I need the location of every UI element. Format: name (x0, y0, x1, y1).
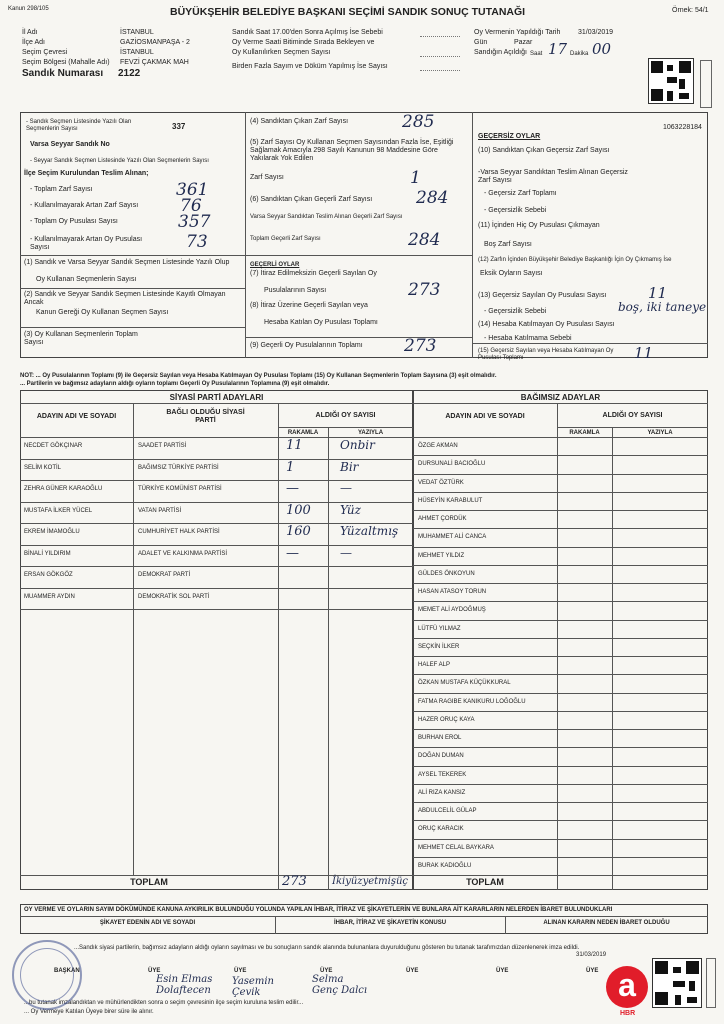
ind-col-votes: ALDIĞI OY SAYISI (602, 412, 663, 419)
cevre-label: Seçim Çevresi (22, 49, 68, 56)
left-l2: Varsa Seyyar Sandık No (30, 141, 110, 148)
party-name: SAADET PARTİSİ (138, 443, 187, 449)
watermark-text: HBR (620, 1010, 636, 1017)
gun-label: Gün (474, 39, 488, 46)
mid-m8b: Hesaba Katılan Oy Pusulası Toplamı (264, 319, 378, 326)
cevre-value: İSTANBUL (120, 49, 154, 56)
footer-col-1: ŞİKAYET EDENİN ADI VE SOYADI (99, 920, 196, 926)
note-line-1: NOT: ... Oy Pusulalarının Toplamı (9) ile Geçersiz Sayılan veya Hesaba Katılmayan Oy Pusulası Toplamı (15) Oy Kullanan Seçmenlerin Toplam Sayısına (3) eşit olmalıdır. (20, 373, 497, 379)
independent-row-divider (413, 455, 708, 456)
independent-row-divider (413, 711, 708, 712)
il-label: İl Adı (22, 29, 38, 36)
independent-candidate-name: MEMET ALİ AYDOĞMUŞ (418, 607, 486, 614)
qr-code-icon (648, 58, 694, 104)
left-l9: (1) Sandık ve Varsa Seyyar Sandık Seçmen Listesinde Yazılı Olup (24, 259, 230, 266)
independent-candidate-name: HASAN ATASOY TORUN (418, 589, 487, 595)
footer-note-2: ... Oy Vermeye Katılan Üyeye birer süre ile alınır. (24, 1009, 154, 1015)
independent-candidate-name: MEHMET YILDIZ (418, 552, 465, 559)
sandik-value: 2122 (118, 68, 141, 79)
independent-row-divider (413, 620, 708, 621)
footer-note-1: ...bu tutanak imzalandıktan ve mühürlendikten sonra o seçim çevresinin ilçe seçim kuruluna teslim edilir... (24, 1000, 304, 1006)
independent-row-divider (413, 547, 708, 548)
vertical-code-strip-bottom (706, 958, 716, 1008)
independent-candidate-name: ÖZKAN MUSTAFA KÜÇÜKKURAL (418, 680, 511, 687)
right-r9-hw: 11 (648, 284, 668, 302)
party-col-num: RAKAMLA (287, 430, 319, 436)
party-col-party: BAĞLI OLDUĞU SİYASİ PARTİ (166, 409, 245, 424)
mid-m7: (7) İtiraz Edilmeksizin Geçerli Sayılan Oy (250, 270, 377, 277)
right-r13: (15) Geçersiz Sayılan veya Hesaba Katılmayan Oy Pusulası Toplamı (478, 348, 614, 361)
uye-label-3: ÜYE (320, 968, 333, 974)
mid-m3: Zarf Sayısı (250, 174, 284, 181)
party-candidate-name: SELİM KOTİL (24, 464, 62, 471)
party-name: TÜRKİYE KOMÜNİST PARTİSİ (138, 486, 222, 492)
mid-m1-hw: 285 (402, 112, 435, 132)
left-l8-hw: 73 (186, 232, 208, 252)
signature-3: Selma Genç Dalcı (312, 974, 368, 996)
qr-code-bottom-icon (652, 958, 702, 1008)
mid-m7-hw: 273 (408, 280, 441, 300)
party-table-title: SİYASİ PARTİ ADAYLARI (169, 393, 264, 402)
gecersiz-title: GEÇERSİZ OYLAR (478, 133, 541, 140)
left-l8: - Kullanılmayarak Artan Oy Pusulası Sayısı (30, 236, 143, 251)
info-mid-2: Oy Verme Saati Bitiminde Sırada Bekleyen ve (232, 39, 375, 46)
mid-m4: (6) Sandıktan Çıkan Geçerli Zarf Sayısı (250, 196, 373, 203)
right-r1: (10) Sandıktan Çıkan Geçersiz Zarf Sayısı (478, 147, 610, 154)
uye-label-6: ÜYE (586, 968, 599, 974)
info-mid-3: Oy Kullanılırken Seçmen Sayısı (232, 49, 331, 56)
tarih-label: Oy Vermenin Yapıldığı Tarih (474, 29, 561, 36)
party-row-divider (20, 566, 413, 567)
saat-handwritten: 17 (548, 40, 568, 58)
independent-row-divider (413, 583, 708, 584)
left-l11: (3) Oy Kullanan Seçmenlerin Toplam Sayısı (24, 331, 138, 346)
footer-col-3: ALINAN KARARIN NEDEN İBARET OLDUĞU (543, 920, 670, 926)
party-candidate-name: BİNALİ YILDIRIM (24, 550, 71, 557)
right-r10-hw: boş, iki taneye (618, 300, 707, 314)
party-votes-text: Onbir (340, 438, 375, 452)
independent-candidate-name: HAZER ORUÇ KAYA (418, 716, 475, 723)
independent-candidate-name: ÖZGE AKMAN (418, 443, 458, 449)
right-r12: - Hesaba Katılmama Sebebi (484, 335, 572, 342)
left-l5: - Toplam Zarf Sayısı (30, 186, 93, 193)
mid-m6-hw: 284 (408, 230, 441, 250)
mid-m9-hw: 273 (404, 336, 437, 356)
party-col-votes: ALDIĞI OY SAYISI (315, 412, 376, 419)
independent-candidate-name: VEDAT ÖZTÜRK (418, 479, 464, 486)
mid-m8: (8) İtiraz Üzerine Geçerli Sayılan veya (250, 302, 368, 309)
independent-row-divider (413, 474, 708, 475)
independent-table-title: BAĞIMSIZ ADAYLAR (520, 393, 601, 402)
party-votes-num: 1 (286, 459, 295, 475)
independent-row-divider (413, 802, 708, 803)
independent-row-divider (413, 601, 708, 602)
left-l7-hw: 357 (178, 212, 211, 232)
left-l4: İlçe Seçim Kurulundan Teslim Alınan; (24, 170, 149, 177)
independent-row-divider (413, 747, 708, 748)
independent-candidate-name: ALİ RIZA KANSIZ (418, 789, 466, 796)
independent-candidate-name: AHMET ÇORDÜK (418, 516, 467, 522)
saat-label: Saat (530, 51, 543, 57)
independent-candidate-name: DOĞAN DUMAN (418, 753, 464, 760)
gun-value: Pazar (514, 39, 533, 46)
info-mid-1: Sandık Saat 17.00'den Sonra Açılmış İse Sebebi (232, 29, 383, 36)
independent-candidate-name: HÜSEYİN KARABULUT (418, 497, 483, 504)
left-l7: - Toplam Oy Pusulası Sayısı (30, 218, 118, 225)
party-col-text: YAZIYLA (357, 430, 384, 436)
mid-m3-hw: 1 (410, 168, 421, 188)
dakika-handwritten: 00 (592, 40, 612, 58)
party-candidate-name: MUAMMER AYDIN (24, 593, 75, 600)
party-votes-text: Bir (340, 459, 359, 474)
signature-2: Yasemin Çevik (232, 976, 274, 998)
footer-statement: ...Sandık siyasi partilerin, bağımsız adayların aldığı oyların sayılması ve bu sonuçların sandık alanında bulunanlara duyurulduğunu gösteren bu tutanak tarafımızdan düzenlenerek imza edildi. (74, 945, 580, 951)
mid-m9: (9) Geçerli Oy Pusulalarının Toplamı (250, 342, 363, 349)
independent-candidate-name: BURAK KADIOĞLU (418, 862, 472, 869)
party-row-divider (20, 545, 413, 546)
party-candidate-name: NECDET GÖKÇINAR (24, 443, 83, 449)
left-l9b: Oy Kullanan Seçmenlerin Sayısı (36, 276, 137, 283)
right-r5: (11) İçinden Hiç Oy Pusulası Çıkmayan (478, 222, 600, 229)
party-votes-text: — (340, 481, 352, 495)
independent-candidate-name: LÜTFÜ YILMAZ (418, 625, 461, 632)
sandik-label: Sandık Numarası (22, 68, 104, 79)
right-r8: Eksik Oyların Sayısı (480, 270, 543, 277)
party-votes-text: Yüzaltmış (340, 524, 399, 538)
party-name: VATAN PARTİSİ (138, 507, 182, 514)
party-candidate-name: MUSTAFA İLKER YÜCEL (24, 507, 93, 514)
bolge-label: Seçim Bölgesi (Mahalle Adı) (22, 59, 110, 66)
right-r7: (12) Zarfın İçinden Büyükşehir Belediye Başkanlığı İçin Oy Çıkmamış İse (478, 257, 672, 263)
uye-label-5: ÜYE (496, 968, 509, 974)
party-votes-num: — (286, 545, 299, 561)
party-row-divider (20, 480, 413, 481)
party-total-num: 273 (282, 874, 307, 889)
right-r3: - Geçersiz Zarf Toplamı (484, 190, 557, 197)
independent-row-divider (413, 674, 708, 675)
tarih-value: 31/03/2019 (578, 29, 614, 36)
independent-candidate-name: ABDULCELİL GÜLAP (418, 808, 477, 814)
independent-row-divider (413, 565, 708, 566)
left-l3: - Seyyar Sandık Seçmen Listesinde Yazılı Olan Seçmenlerin Sayısı (30, 158, 209, 164)
right-r11: (14) Hesaba Katılmayan Oy Pusulası Sayısı (478, 321, 615, 328)
footer-col-2: İHBAR, İTİRAZ VE ŞİKAYETİN KONUSU (333, 920, 447, 926)
party-total-text: İkiyüzyetmişüç (332, 876, 409, 887)
party-col-name: ADAYIN ADI VE SOYADI (36, 413, 117, 420)
independent-row-divider (413, 656, 708, 657)
right-r13-hw: 11 (634, 344, 654, 362)
uye-label-2: ÜYE (234, 968, 247, 974)
party-votes-num: 11 (286, 438, 303, 453)
left-l10: (2) Sandık ve Seyyar Sandık Seçmen Listesinde Kayıtlı Olmayan Ancak (24, 291, 226, 306)
party-votes-num: 160 (286, 524, 311, 539)
baskan-label: BAŞKAN (54, 968, 80, 974)
independent-row-divider (413, 729, 708, 730)
party-candidate-name: ZEHRA GÜNER KARAOĞLU (24, 486, 103, 492)
independent-row-divider (413, 528, 708, 529)
acildigi-label: Sandığın Açıldığı (474, 49, 527, 56)
mid-m7b: Pusulalarının Sayısı (264, 287, 327, 294)
barcode-number: 1063228184 (663, 124, 702, 131)
left-l6-hw: 76 (180, 196, 202, 216)
left-l6: - Kullanılmayarak Artan Zarf Sayısı (30, 202, 139, 209)
bolge-value: FEVZİ ÇAKMAK MAH (120, 59, 189, 66)
party-votes-num: 100 (286, 502, 311, 518)
vertical-code-strip (700, 60, 712, 108)
left-l10b: Kanun Gereği Oy Kullanan Seçmen Sayısı (36, 309, 169, 316)
note-line-2: ... Partilerin ve bağımsız adayların aldığı oyların toplamı Geçerli Oy Pusulalarının Toplamına (9) eşit olmalıdır. (20, 381, 330, 387)
independent-candidate-name: MEHMET CELAL BAYKARA (418, 844, 494, 851)
signature-1: Esin Elmas Dolaftecen (156, 974, 213, 996)
party-votes-num: — (286, 481, 299, 496)
party-name: DEMOKRATİK SOL PARTİ (138, 593, 210, 600)
party-votes-text: — (340, 545, 352, 560)
party-candidate-name: ERSAN GÖKGÖZ (24, 572, 73, 578)
independent-row-divider (413, 638, 708, 639)
ilce-label: İlçe Adı (22, 39, 45, 46)
footer-complaints-title: OY VERME VE OYLARIN SAYIM DÖKÜMÜNDE KANUNA AYKIRILIK BULUNDUĞU YOLUNDA YAPILAN İHBAR, İTİRAZ VE ŞİKAYETLERİN VE BUNLARA AİT KARARLARIN NELERDEN İBARET BULUNDUKLARI (24, 907, 613, 913)
footer-date: 31/03/2019 (576, 952, 607, 958)
party-name: DEMOKRAT PARTİ (138, 572, 191, 578)
independent-row-divider (413, 766, 708, 767)
info-mid-4: Birden Fazla Sayım ve Döküm Yapılmış İse Sayısı (232, 63, 388, 70)
gecerli-title: GEÇERLİ OYLAR (250, 262, 300, 268)
dakika-label: Dakika (570, 51, 589, 57)
right-r9: (13) Geçersiz Sayılan Oy Pusulası Sayısı (478, 292, 607, 299)
party-votes-text: Yüz (340, 502, 361, 517)
right-r2: -Varsa Seyyar Sandıktan Teslim Alınan Geçersiz Zarf Sayısı (478, 169, 628, 184)
kanun-ref: Kanun 298/105 (8, 6, 49, 12)
page-title: BÜYÜKŞEHİR BELEDİYE BAŞKANI SEÇİMİ SANDIK SONUÇ TUTANAĞI (170, 6, 526, 18)
party-name: ADALET VE KALKINMA PARTİSİ (138, 550, 228, 557)
independent-candidate-name: SEÇKİN İLKER (418, 643, 460, 650)
right-r10: - Geçersizlik Sebebi (484, 308, 547, 315)
independent-row-divider (413, 693, 708, 694)
independent-candidate-name: AYSEL TEKEREK (418, 771, 467, 778)
right-r4: - Geçersizlik Sebebi (484, 207, 547, 214)
independent-candidate-name: MUHAMMET ALİ CANCA (418, 534, 487, 541)
party-row-divider (20, 588, 413, 589)
ind-col-text: YAZIYLA (647, 430, 673, 436)
independent-row-divider (413, 492, 708, 493)
party-total-label: TOPLAM (130, 877, 168, 887)
independent-row-divider (413, 820, 708, 821)
right-r6: Boş Zarf Sayısı (484, 241, 532, 248)
ornek-ref: Örnek: 54/1 (672, 7, 709, 14)
ilce-value: GAZİOSMANPAŞA - 2 (120, 39, 190, 46)
independent-candidate-name: GÜLDES ÖNKOYUN (418, 570, 475, 577)
uye-label-1: ÜYE (148, 968, 161, 974)
uye-label-4: ÜYE (406, 968, 419, 974)
mid-m5: Varsa Seyyar Sandıktan Teslim Alınan Geçerli Zarf Sayısı (250, 214, 403, 220)
independent-row-divider (413, 784, 708, 785)
watermark-logo-icon: a (606, 966, 648, 1008)
independent-candidate-name: DURSUNALİ BACIOĞLU (418, 461, 486, 468)
il-value: İSTANBUL (120, 29, 154, 36)
ind-col-num: RAKAMLA (569, 430, 600, 436)
independent-row-divider (413, 839, 708, 840)
independent-candidate-name: FATMA RAGIBE KANIKURU LOĞOĞLU (418, 698, 526, 705)
independent-row-divider (413, 857, 708, 858)
left-l1-value: 337 (172, 122, 186, 131)
left-l5-hw: 361 (176, 180, 209, 200)
mid-m4-hw: 284 (416, 188, 449, 208)
party-name: BAĞIMSIZ TÜRKİYE PARTİSİ (138, 464, 219, 471)
mid-m2: (5) Zarf Sayısı Oy Kullanan Seçmen Sayısından Fazla İse, Eşitliği Sağlamak Amacıyla 298 Sayılı Kanunun 98 Maddesine Göre Yakılarak Yok Edilen (250, 139, 454, 162)
independent-candidate-name: HALEF ALP (418, 662, 451, 668)
party-row-divider (20, 609, 413, 610)
mid-m1: (4) Sandıktan Çıkan Zarf Sayısı (250, 118, 349, 125)
independent-candidate-name: BURHAN EROL (418, 735, 462, 741)
independent-candidate-name: ORUÇ KARACIK (418, 826, 464, 833)
party-candidate-name: EKREM İMAMOĞLU (24, 529, 80, 535)
left-l1: - Sandık Seçmen Listesinde Yazılı Olan Seçmenlerin Sayısı (26, 119, 132, 132)
mid-m6: Toplam Geçerli Zarf Sayısı (250, 236, 321, 242)
ind-col-name: ADAYIN ADI VE SOYADI (445, 413, 525, 420)
ind-total-label: TOPLAM (466, 877, 504, 887)
independent-row-divider (413, 510, 708, 511)
official-stamp-inner-icon (20, 948, 74, 1002)
party-name: CUMHURİYET HALK PARTİSİ (138, 529, 220, 535)
